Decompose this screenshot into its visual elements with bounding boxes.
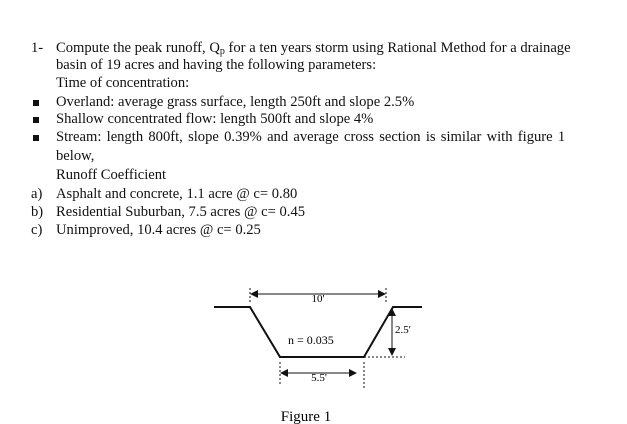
coef-label-b: b) xyxy=(31,204,44,220)
bullet-stream: Stream: length 800ft, slope 0.39% and average cross section is similar with figure 1 xyxy=(56,129,566,145)
channel-outline xyxy=(214,307,422,357)
question-line-1-post: for a ten years storm using Rational Method for a drainage xyxy=(224,40,571,56)
runoff-heading: Runoff Coefficient xyxy=(56,167,167,183)
bottom-width-label: 5.5' xyxy=(311,372,327,384)
manning-n-label: n = 0.035 xyxy=(288,333,334,347)
coef-text-a: Asphalt and concrete, 1.1 acre @ c= 0.80 xyxy=(56,186,298,202)
coef-text-c: Unimproved, 10.4 acres @ c= 0.25 xyxy=(56,222,261,238)
toc-heading: Time of concentration: xyxy=(56,75,190,91)
bullet-stream-continued: below, xyxy=(56,148,95,164)
coef-label-c: c) xyxy=(31,222,43,238)
figure-caption: Figure 1 xyxy=(280,409,332,424)
peak-runoff-subscript: p xyxy=(219,46,225,57)
coef-text-b: Residential Suburban, 7.5 acres @ c= 0.45 xyxy=(56,204,306,220)
bullet-overland: Overland: average grass surface, length 250ft and slope 2.5% xyxy=(56,94,415,110)
question-line-1-pre: Compute the peak runoff, Q xyxy=(56,40,220,56)
bullet-shallow-flow: Shallow concentrated flow: length 500ft and slope 4% xyxy=(56,111,374,127)
question-number: 1- xyxy=(31,40,44,56)
top-width-label: 10' xyxy=(311,293,325,305)
coef-label-a: a) xyxy=(31,186,43,202)
depth-label: 2.5' xyxy=(395,324,411,336)
question-line-2: basin of 19 acres and having the following parameters: xyxy=(56,57,377,73)
